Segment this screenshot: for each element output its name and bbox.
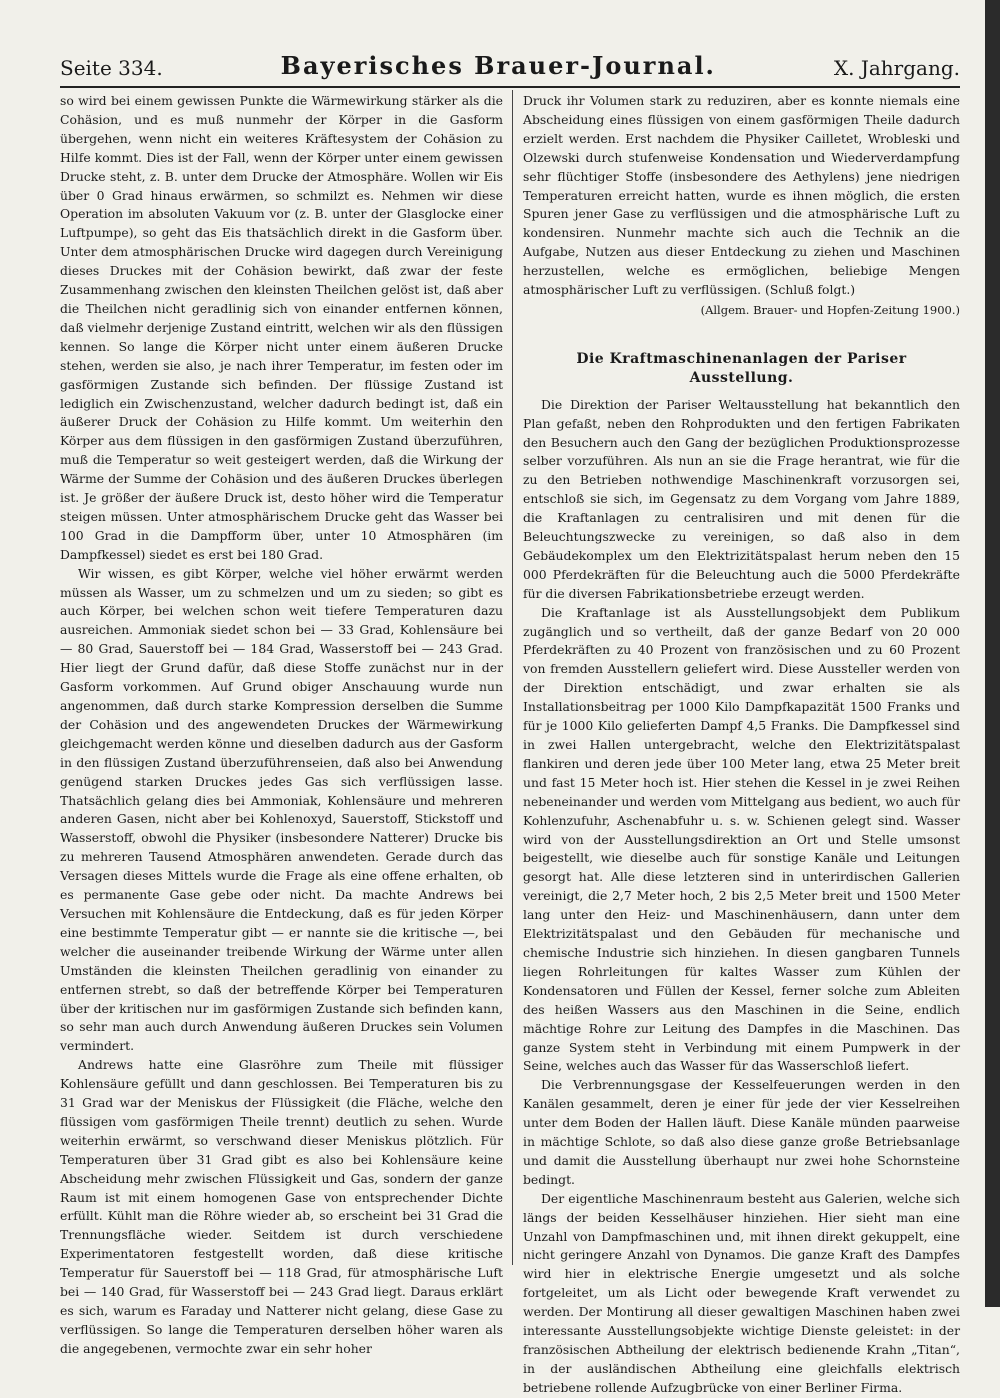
left-column [60,92,503,1356]
header-rule [60,86,960,88]
journal-title: Bayerisches Brauer-Journal. [280,51,716,80]
page-header [60,44,960,80]
binding-edge [985,0,1000,1307]
right-continuation: Druck ihr Volumen stark zu reduziren, aber es konnte niemals eine Abscheidung eines flüssigen von einem gasförmigen Theile dadurch erzielt werden. Erst nachdem die Physiker Cailletet, Wrobleski und Olzewski durch stufenweise Kondensation und Wiederverdampfung sehr flüchtiger Stoffe (insbesondere des Aethylens) jene niedrigen Temperaturen erreicht hatten, wurde es ihnen möglich, die ersten Spuren jener Gase zu verflüssigen und die atmosphärische Luft zu kondensiren. Nunmehr machte sich auch die Technik an die Aufgabe, Nutzen aus dieser Entdeckung zu ziehen und Maschinen herzustellen, welche es ermöglichen, beliebige Mengen atmosphärischer Luft zu verflüssigen. (Schluß folgt.) [523,93,960,298]
left-paragraph-3: Andrews hatte eine Glasröhre zum Theile mit flüssiger Kohlensäure gefüllt und dann geschlossen. Bei Temperaturen bis zu 31 Grad war der Meniskus der Flüssigkeit (die Fläche, welche den flüssigen vom gasförmigen Theile trennt) deutlich zu sehen. Wurde weiterhin erwärmt, so verschwand dieser Meniskus plötzlich. Für Temperaturen über 31 Grad gibt es also bei Kohlensäure keine Abscheidung mehr zwischen Flüssigkeit und Gas, sondern der ganze Raum ist mit einem homogenen Gase von entsprechender Dichte erfüllt. Kühlt man die Röhre wieder ab, so erscheint bei 31 Grad die Trennungsfläche wieder. Seitdem ist durch verschiedene Experimentatoren festgestellt worden, daß diese kritische Temperatur für Sauerstoff bei — 118 Grad, für atmosphärische Luft bei — 140 Grad, für Wasserstoff bei — 243 Grad liegt. Daraus erklärt es sich, warum es Faraday und Natterer nicht gelang, diese Gase zu verflüssigen. So lange die Temperaturen derselben höher waren als die angegebenen, vermochte zwar ein sehr hoher [60,1057,503,1356]
left-paragraph-2: Wir wissen, es gibt Körper, welche viel höher erwärmt werden müssen als Wasser, um zu schmelzen und um zu sieden; so gibt es auch Körper, bei welchen schon weit tiefere Temperaturen dazu ausreichen. Ammoniak siedet schon bei — 33 Grad, Kohlensäure bei — 80 Grad, Sauerstoff bei — 184 Grad, Wasserstoff bei — 243 Grad. Hier liegt der Grund dafür, daß diese Stoffe zunächst nur in der Gasform vorkommen. Auf Grund obiger Anschauung wurde nun angenommen, daß durch starke Kompression derselben die Summe der Cohäsion und des angewendeten Druckes der Wärmewirkung gleichgemacht werden könne und dieselben dadurch aus der Gasform in den flüssigen Zustand überzuführenseien, daß also bei Anwendung genügend starken Druckes jedes Gas sich verflüssigen lasse. Thatsächlich gelang dies bei Ammoniak, Kohlensäure und mehreren anderen Gasen, nicht aber bei Kohlenoxyd, Sauerstoff, Stickstoff und Wasserstoff, obwohl die Physiker (insbesondere Natterer) Drucke bis zu mehreren Tausend Atmosphären anwendeten. Gerade durch das Versagen dieses Mittels wurde die Frage als eine offene erhalten, ob es permanente Gase gebe oder nicht. Da machte Andrews bei Versuchen mit Kohlensäure die Entdeckung, daß es für jeden Körper eine bestimmte Temperatur gibt — er nannte sie die kritische —, bei welcher die auseinander treibende Wirkung der Wärme unter allen Umständen die kleinsten Theilchen geradlinig von einander zu entfernen strebt, so daß der betreffende Körper bei Temperaturen über der kritischen nur im gasförmigen Zustande sich befinden kann, so sehr man auch durch Anwendung äußeren Druckes sein Volumen vermindert. [60,565,503,1054]
right-column [523,92,960,1395]
right-paragraph-3: Die Verbrennungsgase der Kesselfeuerungen werden in den Kanälen gesammelt, deren je einer für jede der vier Kesselreihen unter dem Boden der Hallen läuft. Diese Kanäle münden paarweise in mächtige Schlote, so daß also diese ganze große Betriebsanlage und damit die Ausstellung überhaupt nur zwei hohe Schornsteine bedingt. [523,1077,960,1187]
volume-label: X. Jahrgang. [833,56,960,80]
right-paragraph-1: Die Direktion der Pariser Weltausstellung hat bekanntlich den Plan gefaßt, neben den Rohprodukten und den fertigen Fabrikaten den Besuchern auch den Gang der bezüglichen Produktionsprozesse selber vorzuführen. Als nun an sie die Frage herantrat, wie für die zu den Betrieben nothwendige Maschinenkraft vorzusorgen sei, entschloß sie sich, im Gegensatz zu dem Vorgang vom Jahre 1889, die Kraftanlagen zu centralisiren und mit denen für die Beleuchtungszwecke zu vereinigen, so daß also in dem Gebäudekomplex um den Elektrizitätspalast herum neben den 15 000 Pferdekräften für die Beleuchtung auch die 5000 Pferdekräfte für die diversen Fabrikationsbetriebe erzeugt werden. [523,396,960,601]
right-paragraph-4: Der eigentliche Maschinenraum besteht aus Galerien, welche sich längs der beiden Kesselhäuser hinziehen. Hier sieht man eine Unzahl von Dampfmaschinen und, mit ihnen direkt gekuppelt, eine nicht geringere Anzahl von Dynamos. Die ganze Kraft des Dampfes wird hier in elektrische Energie umgesetzt und als solche fortgeleitet, um als Licht oder bewegende Kraft verwendet zu werden. Der Montirung all dieser gewaltigen Maschinen haben zwei interessante Ausstellungsobjekte wichtige Dienste geleistet: in der französischen Abtheilung der elektrisch bedienende Krahn „Titan“, in der ausländischen Abtheilung eine gleichfalls elektrisch betriebene rollende Aufzugbrücke von einer Berliner Firma. [523,1190,960,1395]
column-divider [512,90,513,1265]
source-citation: (Allgem. Brauer- und Hopfen-Zeitung 1900.) [700,302,960,317]
article-title: Die Kraftmaschinenanlagen der Pariser Ausstellung. [576,350,907,386]
right-paragraph-2: Die Kraftanlage ist als Ausstellungsobjekt dem Publikum zugänglich und so vertheilt, daß der ganze Bedarf von 20 000 Pferdekräften zu 40 Prozent von französischen und zu 60 Prozent von fremden Ausstellern geliefert wird. Diese Aussteller werden von der Direktion entschädigt, und zwar erhalten sie als Installationsbeitrag per 1000 Kilo Dampfkapazität 1500 Franks und für je 1000 Kilo gelieferten Dampf 4,5 Franks. Die Dampfkessel sind in zwei Hallen untergebracht, welche den Elektrizitätspalast flankiren und deren jede über 100 Meter lang, etwa 25 Meter breit und fast 15 Meter hoch ist. Hier stehen die Kessel in je zwei Reihen nebeneinander und werden vom Mittelgang aus bedient, wo auch für Kohlenzufuhr, Aschenabfuhr u. s. w. Schienen gelegt sind. Wasser wird von der Ausstellungsdirektion an Ort und Stelle umsonst beigestellt, wie dieselbe auch für sonstige Kanäle und Leitungen gesorgt hat. Alle diese letzteren sind in unterirdischen Gallerien vereinigt, die 2,7 Meter hoch, 2 bis 2,5 Meter breit und 1500 Meter lang unter den Heiz- und Maschinenhäusern, dann unter dem Elektrizitätspalast und den Gebäuden für mechanische und chemische Industrie sich hinziehen. In diesen gangbaren Tunnels liegen Rohrleitungen für kaltes Wasser zum Kühlen der Kondensatoren und Füllen der Kessel, ferner solche zum Ableiten des heißen Wassers aus den Maschinen in die Seine, endlich mächtige Rohre zur Leitung des Dampfes in die Maschinen. Das ganze System steht in Verbindung mit einem Pumpwerk in der Seine, welches auch das Wasser für das Wasserschloß liefert. [523,604,960,1074]
page-number: Seite 334. [60,56,163,80]
left-paragraph-1: so wird bei einem gewissen Punkte die Wärmewirkung stärker als die Cohäsion, und es muß nunmehr der Körper in die Gasform übergehen, wenn nicht ein weiteres Kräftesystem der Cohäsion zu Hilfe kommt. Dies ist der Fall, wenn der Körper unter einem gewissen Drucke steht, z. B. unter dem Drucke der Atmosphäre. Wollen wir Eis über 0 Grad hinaus erwärmen, so schmilzt es. Nehmen wir diese Operation im absoluten Vakuum vor (z. B. unter der Glasglocke einer Luftpumpe), so geht das Eis thatsächlich direkt in die Gasform über. Unter dem atmosphärischen Drucke wird dagegen durch Vereinigung dieses Druckes mit der Cohäsion bewirkt, daß zwar der feste Zusammenhang zwischen den kleinsten Theilchen gelöst ist, daß aber die Theilchen nicht geradlinig sich von einander entfernen können, daß vielmehr derjenige Zustand eintritt, welchen wir als den flüssigen kennen. So lange die Körper nicht unter einem äußeren Drucke stehen, werden sie also, je nach ihrer Temperatur, im festen oder im gasförmigen Zustande sich befinden. Der flüssige Zustand ist lediglich ein Zwischenzustand, welcher dadurch bedingt ist, daß ein äußerer Druck der Cohäsion zu Hilfe kommt. Um weiterhin den Körper aus dem flüssigen in den gasförmigen Zustand überzuführen, muß die Temperatur so weit gesteigert werden, daß die Wirkung der Wärme der Summe der Cohäsion und des äußeren Druckes überlegen ist. Je größer der äußere Druck ist, desto höher wird die Temperatur steigen müssen. Unter atmosphärischem Drucke geht das Wasser bei 100 Grad in die Dampfform über, unter 10 Atmosphären (im Dampfkessel) siedet es erst bei 180 Grad. [60,93,503,562]
